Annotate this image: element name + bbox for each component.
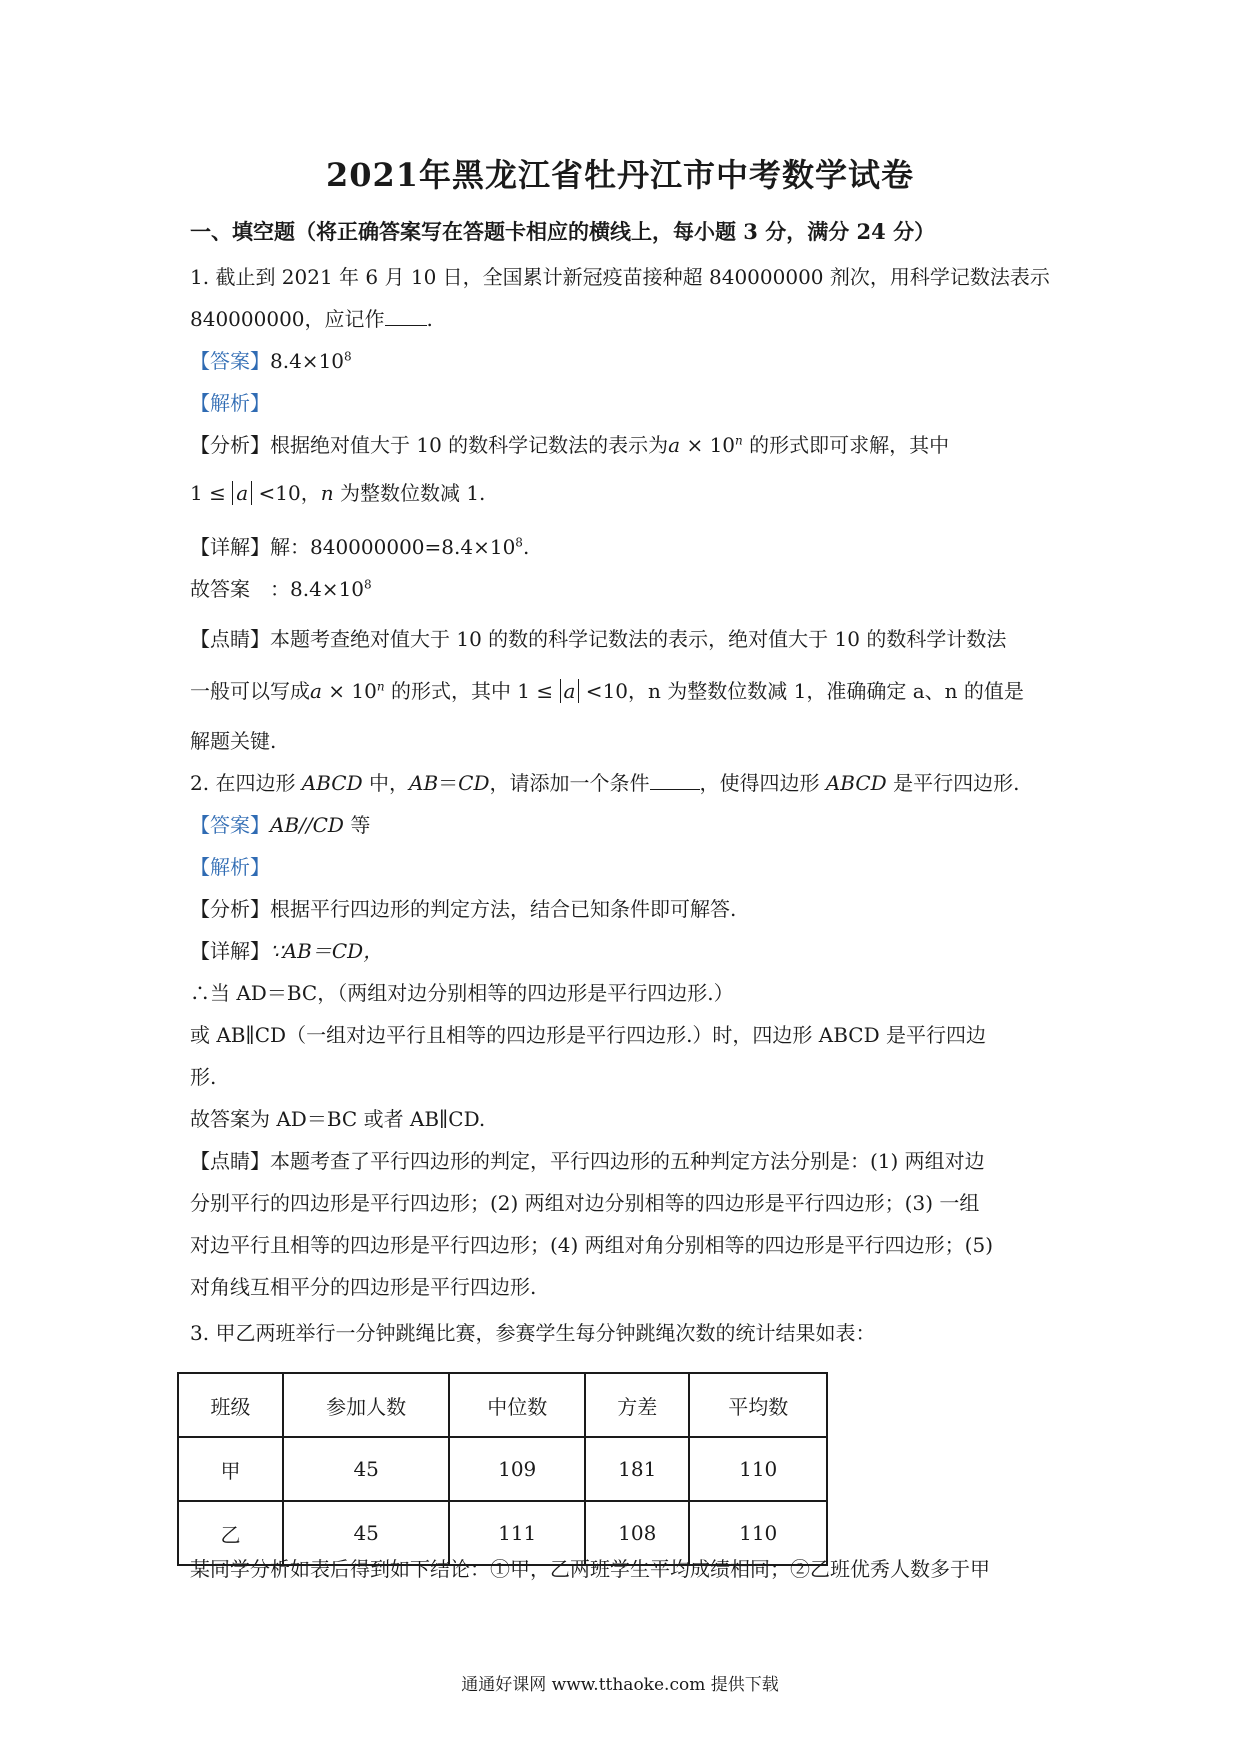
table-header-cell: 中位数 [449,1373,585,1437]
q1-answer [190,346,1060,376]
abs-a: a [232,481,252,505]
dianjing-text: 本题考查绝对值大于 10 的数的科学记数法的表示，绝对值大于 10 的数科学计数法 [270,627,1007,651]
cond-comma: ， [300,481,321,505]
q2-answer [190,810,1060,840]
fenxi-tag: 【分析】 [190,897,270,921]
q2-stem [190,768,1060,798]
answer-blank [385,307,427,326]
q1-stem-text: 840000000，应记作 [190,307,385,331]
xiangjie-tag: 【详解】 [190,939,270,963]
table-cell: 110 [689,1501,827,1565]
table-cell: 108 [585,1501,689,1565]
section-heading: 一、填空题（将正确答案写在答题卡相应的横线上，每小题 3 分，满分 24 分） [190,219,936,244]
q2-fenxi [190,894,1060,924]
q2-step3: 或 AB∥CD（一组对边平行且相等的四边形是平行四边形.）时，四边形 ABCD 是平行四边 [190,1023,986,1047]
q2-text: 2. 在四边形 [190,771,302,795]
answer-tag: 【答案】 [190,813,270,837]
q2-final: 故答案为 AD＝BC 或者 AB∥CD. [190,1107,486,1131]
answer-tag: 【答案】 [190,349,270,373]
xiangjie-end: . [522,535,530,559]
final-exp: 8 [364,577,372,592]
q2-jiexi [190,852,1060,882]
q1-final [190,574,1060,604]
q2-eq: ＝ [438,771,459,795]
dianjing-text: 本题考查了平行四边形的判定，平行四边形的五种判定方法分别是：(1) 两组对边 [270,1149,985,1173]
cond-text: 1 ≤ [190,481,233,505]
table-cell: 45 [283,1501,449,1565]
q2-step2: ∴当 AD＝BC，（两组对边分别相等的四边形是平行四边形.） [190,981,734,1005]
q1-jiexi [190,388,1060,418]
answer-value: AB//CD [270,813,344,837]
q2-ab: AB [409,771,439,795]
xiangjie-text: 解：840000000=8.4×10 [270,535,516,559]
table-header-row [178,1373,827,1437]
jiexi-tag: 【解析】 [190,855,270,879]
q2-step4: 形. [190,1065,217,1089]
q1-stem-line2 [190,304,1060,334]
q1-dianjing-line3: 解题关键. [190,729,277,753]
table-cell: 109 [449,1437,585,1501]
q1-fenxi-line2 [190,478,1060,508]
dianjing-tag: 【点睛】 [190,1149,270,1173]
q2-abcd: ABCD [301,771,363,795]
q3-stem: 3. 甲乙两班举行一分钟跳绳比赛，参赛学生每分钟跳绳次数的统计结果如表： [190,1321,876,1345]
table-header-cell: 方差 [585,1373,689,1437]
table-cell: 甲 [178,1437,283,1501]
table-header-cell: 平均数 [689,1373,827,1437]
page-footer: 通通好课网 www.tthaoke.com 提供下载 [461,1675,779,1695]
q1-stem-line1: 1. 截止到 2021 年 6 月 10 日，全国累计新冠疫苗接种超 840000000 剂次，用科学记数法表示 [190,265,1050,289]
q2-text: ，使得四边形 [699,771,826,795]
expr-times: × 10 [321,679,377,703]
fenxi-text-2: 的形式即可求解，其中 [742,433,950,457]
table-cell: 181 [585,1437,689,1501]
jiexi-tag: 【解析】 [190,391,270,415]
expr-a: a [668,433,681,457]
dianjing-tag: 【点睛】 [190,627,270,651]
abs-a: a [560,679,580,703]
q2-xiangjie [190,936,1060,966]
table-cell: 111 [449,1501,585,1565]
dianjing-text-2: 一般可以写成 [190,679,310,703]
cond-text-3: 为整数位数减 1. [333,481,486,505]
fenxi-tag: 【分析】 [190,433,270,457]
q2-cd: CD [458,771,490,795]
xiangjie-tag: 【详解】 [190,535,270,559]
dianjing-text-3: 的形式，其中 1 ≤ [384,679,560,703]
q2-text: 是平行四边形. [886,771,1020,795]
dianjing-text-4: <10，n 为整数位数减 1，准确确定 a、n 的值是 [579,679,1024,703]
stats-table [177,1372,828,1566]
table-header-cell: 参加人数 [283,1373,449,1437]
q2-abcd: ABCD [825,771,887,795]
fenxi-text: 根据绝对值大于 10 的数科学记数法的表示为 [270,433,669,457]
answer-exponent: 8 [344,349,352,364]
q3-after-text: 某同学分析如表后得到如下结论：①甲，乙两班学生平均成绩相同；②乙班优秀人数多于甲 [190,1557,990,1581]
q1-stem-end: . [426,307,433,331]
q2-dianjing-line1 [190,1146,1060,1176]
q1-dianjing-line1 [190,624,1060,654]
q1-xiangjie [190,532,1060,562]
cond-n: n [320,481,334,505]
fenxi-text: 根据平行四边形的判定方法，结合已知条件即可解答. [270,897,737,921]
q2-text: ，请添加一个条件 [489,771,650,795]
table-cell: 乙 [178,1501,283,1565]
cond-text-2: <10 [252,481,301,505]
table-header-cell: 班级 [178,1373,283,1437]
q2-dianjing-line3: 对边平行且相等的四边形是平行四边形；(4) 两组对角分别相等的四边形是平行四边形；(5) [190,1233,994,1257]
table-cell: 45 [283,1437,449,1501]
table-row [178,1437,827,1501]
page-title: 2021年黑龙江省牡丹江市中考数学试卷 [325,156,915,194]
expr-exp: n [376,679,385,694]
q2-text: 中， [362,771,410,795]
table-cell: 110 [689,1437,827,1501]
xiangjie-text: ∵AB＝CD， [270,939,384,963]
answer-suffix: 等 [343,813,371,837]
expr-a: a [310,679,322,703]
q1-fenxi-line1 [190,430,1060,460]
expr-times: × 10 [680,433,736,457]
q2-dianjing-line2: 分别平行的四边形是平行四边形；(2) 两组对边分别相等的四边形是平行四边形；(3) 一组 [190,1191,980,1215]
answer-blank [650,771,700,790]
answer-value: 8.4×10 [270,349,345,373]
expr-exp: n [735,433,743,448]
q1-dianjing-line2 [190,676,1060,706]
xiangjie-exp: 8 [515,535,523,550]
final-text: 故答案 ：8.4×10 [190,577,365,601]
q2-dianjing-line4: 对角线互相平分的四边形是平行四边形. [190,1275,537,1299]
